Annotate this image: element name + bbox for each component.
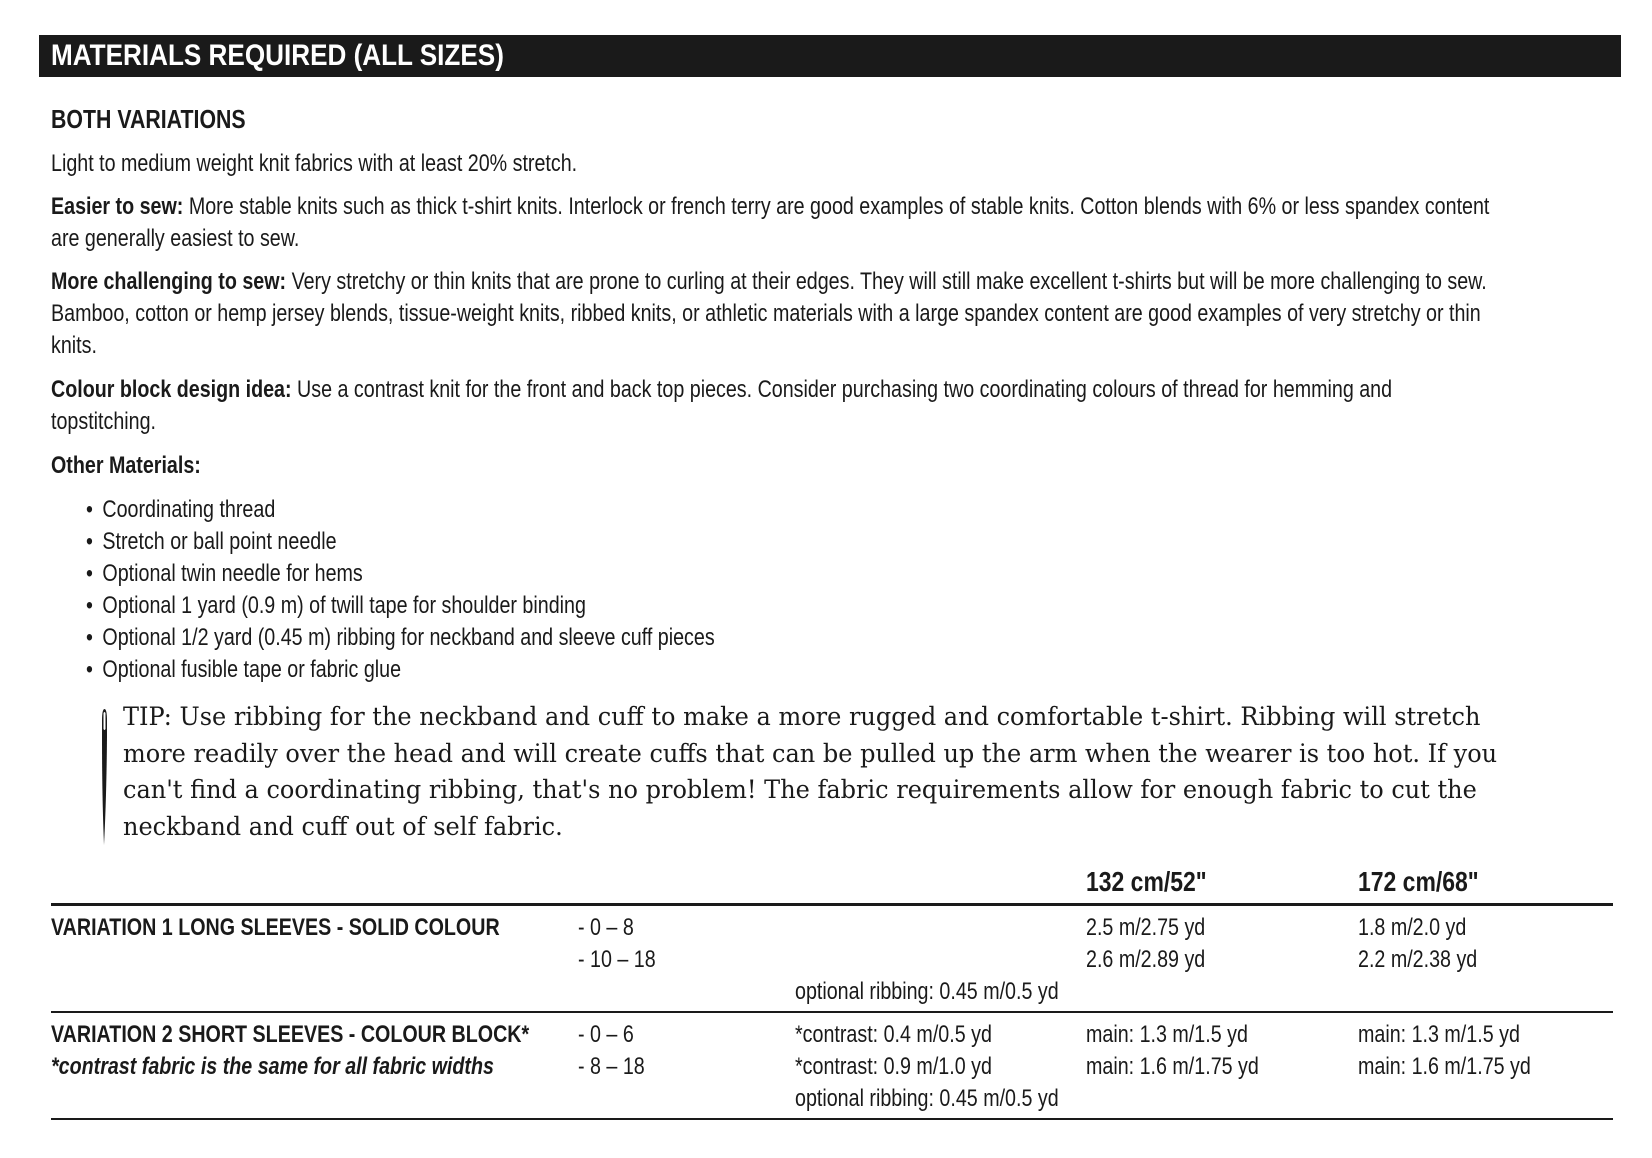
v2-optional-ribbing: optional ribbing: 0.45 m/0.5 yd [795,1085,1059,1112]
needle-icon [98,707,110,847]
colourblock-label: Colour block design idea: [51,376,292,403]
v2-yardage-132: main: 1.6 m/1.75 yd [1086,1053,1259,1080]
v1-size-range: - 0 – 8 [578,914,634,941]
v1-yardage-172: 2.2 m/2.38 yd [1358,946,1478,973]
v1-size-range: - 10 – 18 [578,946,656,973]
other-materials-heading: Other Materials: [51,452,201,479]
list-item: • Optional 1 yard (0.9 m) of twill tape for shoulder binding [86,590,715,622]
intro-paragraph: Light to medium weight knit fabrics with at least 20% stretch. [51,150,578,177]
table-top-rule [51,903,1613,906]
v2-yardage-172: main: 1.3 m/1.5 yd [1358,1021,1520,1048]
v1-yardage-172: 1.8 m/2.0 yd [1358,914,1467,941]
header-bar [39,35,1621,77]
easier-label: Easier to sew: [51,193,184,220]
list-item: • Coordinating thread [86,494,715,526]
materials-list [86,494,715,686]
width-header-172: 172 cm/68" [1358,866,1479,897]
v1-yardage-132: 2.6 m/2.89 yd [1086,946,1206,973]
list-item: • Optional fusible tape or fabric glue [86,654,715,686]
section-heading: BOTH VARIATIONS [51,104,246,134]
variation-2-note: *contrast fabric is the same for all fabric widths [51,1053,494,1080]
table-row-rule [51,1011,1613,1013]
list-item: • Optional twin needle for hems [86,558,715,590]
width-header-132: 132 cm/52" [1086,866,1207,897]
list-item: • Stretch or ball point needle [86,526,715,558]
colourblock-paragraph [51,374,1494,438]
challenging-paragraph [51,266,1494,362]
v2-size-range: - 8 – 18 [578,1053,645,1080]
v2-contrast-yardage: *contrast: 0.4 m/0.5 yd [795,1021,992,1048]
v1-optional-ribbing: optional ribbing: 0.45 m/0.5 yd [795,978,1059,1005]
tip-text: TIP: Use ribbing for the neckband and cuff to make a more rugged and comfortable t-shirt. Ribbing will stretch more readily over the head and will create cuffs that can be pulled up the arm when the wearer is too hot. If you can't find a coordinating ribbing, that's no problem! The fabric requirements allow for enough fabric to cut the neckband and cuff out of self fabric. [123,702,1498,841]
v2-size-range: - 0 – 6 [578,1021,634,1048]
variation-1-name: VARIATION 1 LONG SLEEVES - SOLID COLOUR [51,914,500,941]
other-materials-label [51,450,1494,482]
page-title: MATERIALS REQUIRED (ALL SIZES) [51,39,504,72]
challenging-text: Very stretchy or thin knits that are prone to curling at their edges. They will still make excellent t-shirts but will be more challenging to sew. Bamboo, cotton or hemp jersey blends, tissue-weight knits, ribbed knits, or athletic materials with a large spandex content are good examples of very stretchy or thin knits. [51,268,1487,359]
colourblock-text: Use a contrast knit for the front and back top pieces. Consider purchasing two coordinating colours of thread for hemming and topstitching. [51,376,1393,435]
v1-yardage-132: 2.5 m/2.75 yd [1086,914,1206,941]
v2-yardage-172: main: 1.6 m/1.75 yd [1358,1053,1531,1080]
easier-paragraph [51,191,1494,255]
v2-contrast-yardage: *contrast: 0.9 m/1.0 yd [795,1053,992,1080]
challenging-label: More challenging to sew: [51,268,287,295]
list-item: • Optional 1/2 yard (0.45 m) ribbing for neckband and sleeve cuff pieces [86,622,715,654]
easier-text: More stable knits such as thick t-shirt knits. Interlock or french terry are good examples of stable knits. Cotton blends with 6% or less spandex content are generally easiest to sew. [51,193,1490,252]
v2-yardage-132: main: 1.3 m/1.5 yd [1086,1021,1248,1048]
table-bottom-rule [51,1118,1613,1120]
variation-2-name: VARIATION 2 SHORT SLEEVES - COLOUR BLOCK* [51,1021,530,1048]
